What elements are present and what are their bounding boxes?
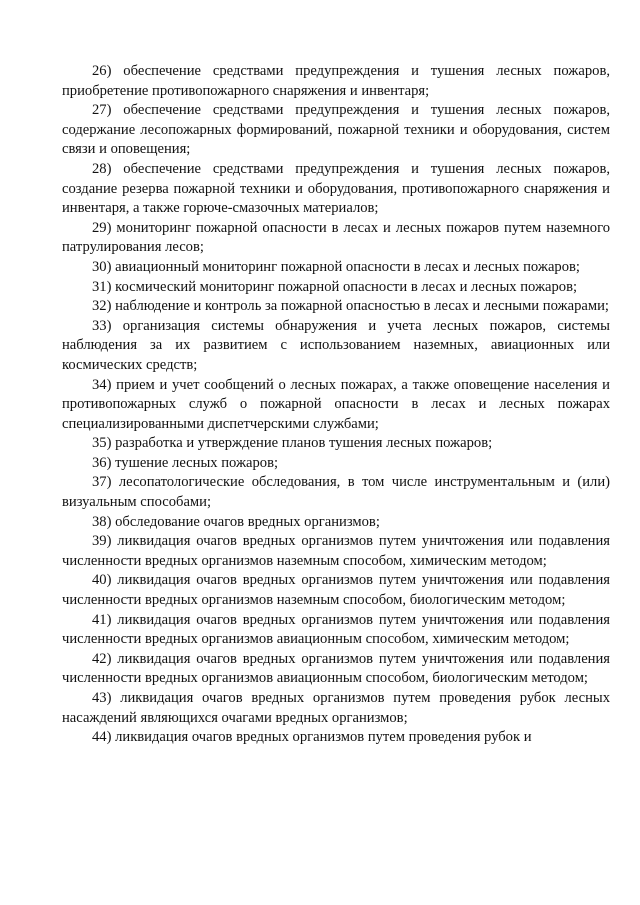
list-item-34: 34) прием и учет сообщений о лесных пожарах, а также оповещение населения и противопожарных служб о пожарной опасности в лесах и лесных пожарах специализированными диспетчерскими службами; bbox=[62, 376, 610, 432]
list-item-42: 42) ликвидация очагов вредных организмов путем уничтожения или подавления численности вредных организмов авиационным способом, биологическим методом; bbox=[62, 650, 610, 687]
list-item-28: 28) обеспечение средствами предупреждения и тушения лесных пожаров, создание резерва пожарной техники и оборудования, противопожарного снаряжения и инвентаря, а также горюче-смазочных материалов; bbox=[62, 160, 610, 217]
list-item-38: 38) обследование очагов вредных организмов; bbox=[92, 513, 380, 530]
list-item-30: 30) авиационный мониторинг пожарной опасности в лесах и лесных пожаров; bbox=[92, 258, 580, 275]
list-item-43: 43) ликвидация очагов вредных организмов путем проведения рубок лесных насаждений являющихся очагами вредных организмов; bbox=[62, 690, 610, 726]
list-item-32: 32) наблюдение и контроль за пожарной опасностью в лесах и лесными пожарами; bbox=[92, 298, 609, 315]
list-item-31: 31) космический мониторинг пожарной опасности в лесах и лесных пожаров; bbox=[92, 278, 578, 295]
list-item-39: 39) ликвидация очагов вредных организмов путем уничтожения или подавления численности вредных организмов наземным способом, химическим методом; bbox=[62, 533, 610, 569]
list-item-44: 44) ликвидация очагов вредных организмов путем проведения рубок и bbox=[92, 729, 532, 746]
list-item-29: 29) мониторинг пожарной опасности в лесах и лесных пожаров путем наземного патрулирования лесов; bbox=[62, 219, 610, 256]
document-page bbox=[62, 62, 610, 748]
list-item-33: 33) организация системы обнаружения и учета лесных пожаров, системы наблюдения за их развитием с использованием наземных, авиационных или космических средств; bbox=[62, 317, 610, 373]
list-item-26: 26) обеспечение средствами предупреждения и тушения лесных пожаров, приобретение противопожарного снаряжения и инвентаря; bbox=[62, 63, 610, 99]
list-item-40: 40) ликвидация очагов вредных организмов путем уничтожения или подавления численности вредных организмов наземным способом, биологическим методом; bbox=[62, 572, 610, 609]
list-item-36: 36) тушение лесных пожаров; bbox=[92, 454, 279, 471]
list-item-41: 41) ликвидация очагов вредных организмов путем уничтожения или подавления численности вредных организмов авиационным способом, химическим методом; bbox=[62, 611, 610, 648]
list-item-35: 35) разработка и утверждение планов тушения лесных пожаров; bbox=[92, 435, 493, 452]
list-item-27: 27) обеспечение средствами предупреждения и тушения лесных пожаров, содержание лесопожарных формирований, пожарной техники и оборудования, систем связи и оповещения; bbox=[62, 102, 610, 158]
list-item-37: 37) лесопатологические обследования, в том числе инструментальным и (или) визуальным способами; bbox=[62, 474, 610, 511]
